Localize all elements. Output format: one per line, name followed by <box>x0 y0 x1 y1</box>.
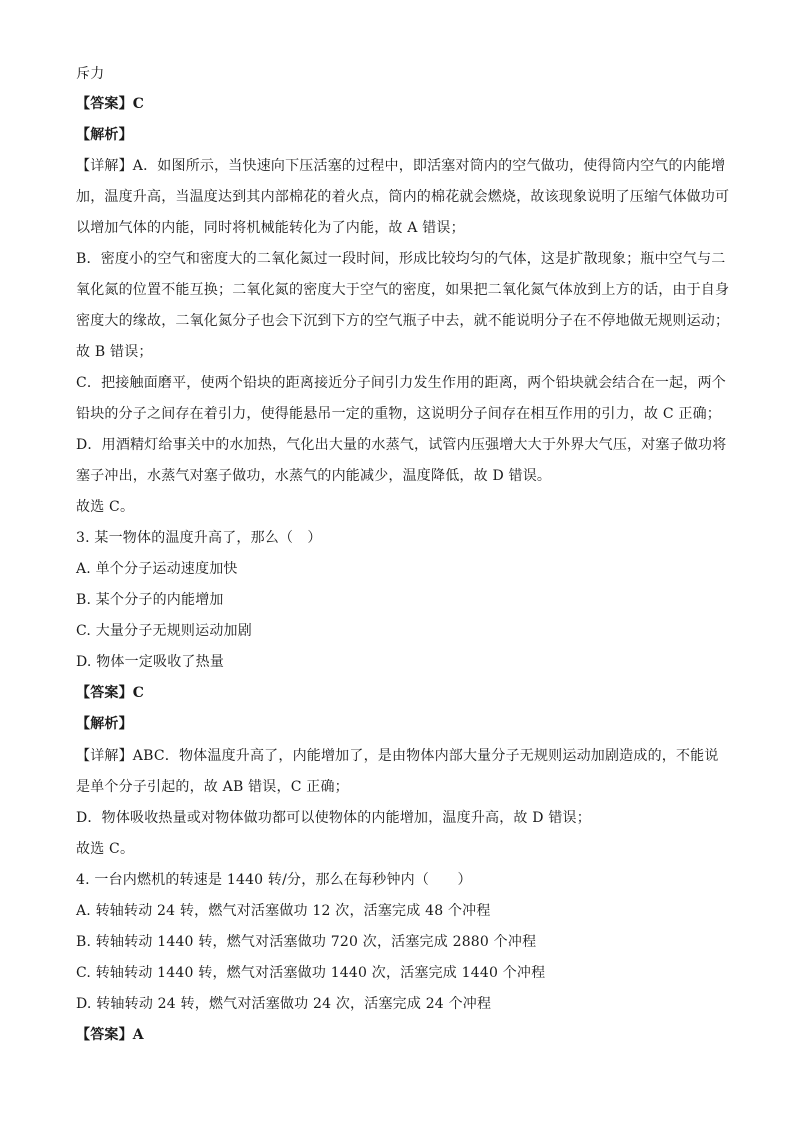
detail-line: 塞子冲出，水蒸气对塞子做功，水蒸气的内能减少，温度降低，故 D 错误。 <box>76 468 552 484</box>
detail-line: 加，温度升高，当温度达到其内部棉花的着火点，筒内的棉花就会燃烧，故该现象说明了压缩气体做功可 <box>76 189 730 205</box>
detail-line: D．用酒精灯给事关中的水加热，气化出大量的水蒸气，试管内压强增大大于外界大气压，对塞子做功将 <box>76 437 727 453</box>
answer-label: 【答案】C <box>76 685 145 701</box>
option-b: B. 某个分子的内能增加 <box>76 592 224 608</box>
detail-line: D．物体吸收热量或对物体做功都可以使物体的内能增加，温度升高，故 D 错误； <box>76 810 591 826</box>
analysis-label: 【解析】 <box>76 127 133 143</box>
detail-line: 故 B 错误； <box>76 344 153 360</box>
detail-line: 密度大的缘故，二氧化氮分子也会下沉到下方的空气瓶子中去，就不能说明分子在不停地做无规则运动； <box>76 313 730 329</box>
detail-line: B．密度小的空气和密度大的二氧化氮过一段时间，形成比较均匀的气体，这是扩散现象；瓶中空气与二 <box>76 251 726 267</box>
option-a: A. 转轴转动 24 转，燃气对活塞做功 12 次，活塞完成 48 个冲程 <box>76 903 491 919</box>
option-b: B. 转轴转动 1440 转，燃气对活塞做功 720 次，活塞完成 2880 个冲程 <box>76 934 537 950</box>
option-d: D. 物体一定吸收了热量 <box>76 654 225 670</box>
question-stem: 3. 某一物体的温度升高了，那么（ ） <box>76 530 322 546</box>
conclusion-line: 故选 C。 <box>76 499 135 515</box>
option-d: D. 转轴转动 24 转，燃气对活塞做功 24 次，活塞完成 24 个冲程 <box>76 996 492 1012</box>
option-a: A. 单个分子运动速度加快 <box>76 561 238 577</box>
detail-line: 氧化氮的位置不能互换；二氧化氮的密度大于空气的密度，如果把二氧化氮气体放到上方的话，由于自身 <box>76 282 730 298</box>
detail-line: C．把接触面磨平，使两个铅块的距离接近分子间引力发生作用的距离，两个铅块就会结合在一起，两个 <box>76 375 726 391</box>
detail-line: 铅块的分子之间存在着引力，使得能悬吊一定的重物，这说明分子间存在相互作用的引力，故 C 正确； <box>76 406 722 422</box>
detail-line: 是单个分子引起的，故 AB 错误，C 正确； <box>76 779 349 795</box>
answer-label: 【答案】A <box>76 1027 144 1043</box>
answer-label: 【答案】C <box>76 96 145 112</box>
option-c: C. 转轴转动 1440 转，燃气对活塞做功 1440 次，活塞完成 1440 个冲程 <box>76 965 546 981</box>
detail-line: 【详解】ABC．物体温度升高了，内能增加了，是由物体内部大量分子无规则运动加剧造成的，不能说 <box>76 748 719 764</box>
text-line-continuation: 斥力 <box>76 66 105 82</box>
detail-line: 【详解】A．如图所示，当快速向下压活塞的过程中，即活塞对筒内的空气做功，使得筒内空气的内能增 <box>76 158 726 174</box>
analysis-label: 【解析】 <box>76 716 133 732</box>
detail-line: 以增加气体的内能，同时将机械能转化为了内能，故 A 错误； <box>76 220 465 236</box>
conclusion-line: 故选 C。 <box>76 841 135 857</box>
option-c: C. 大量分子无规则运动加剧 <box>76 623 252 639</box>
question-stem: 4. 一台内燃机的转速是 1440 转/分，那么在每秒钟内（ ） <box>76 872 472 888</box>
